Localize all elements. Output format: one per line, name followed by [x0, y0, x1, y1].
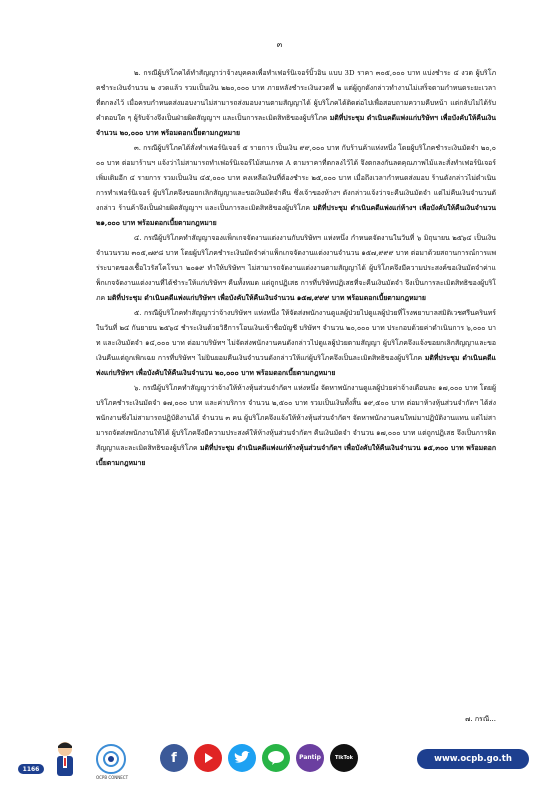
- youtube-icon[interactable]: [194, 744, 222, 772]
- resolution-text: มติที่ประชุม ดำเนินคดีแพ่งแก่บริษัทฯ เพื่อบังคับให้คืนเงินจำนวน ๒๐,๐๐๐ บาท พร้อมดอกเบี้ยตามกฎหมาย: [96, 114, 496, 137]
- next-page-hint: ๗. กรณี...: [465, 715, 496, 723]
- paragraph-text: ๓. กรณีผู้บริโภคได้สั่งทำเฟอร์นิเจอร์ ๕ รายการ เป็นเงิน ๙๙,๐๐๐ บาท กับร้านค้าแห่งหนึ่ง โดยผู้บริโภคชำระเงินมัดจำ ๒๐,๐๐๐ บาท ต่อมาร้านฯ แจ้งว่าไม่สามารถทำเฟอร์นิเจอร์ไม้สนเกรด A ตามราคาที่ตกลงไว้ได้ จึงตกลงกันลดคุณภาพไม้และสั่งทำเฟอร์นิเจอร์เพิ่มเติมอีก ๔ รายการ รวมเป็นเงิน ๔๕,๐๐๐ บาท คงเหลือเงินที่ต้องชำระ ๒๕,๐๐๐ บาท เมื่อถึงเวลากำหนดส่งมอบ ร้านดังกล่าวไม่ดำเนินการทำเฟอร์นิเจอร์ ผู้บริโภคจึงขอยกเลิกสัญญาและขอเงินมัดจำคืน ซึ่งเจ้าของห้างฯ ดังกล่าวแจ้งว่าจะคืนเงินมัดจำ แต่ไม่คืนเงินจำนวนดังกล่าว ร้านค้าจึงเป็นฝ่ายผิดสัญญาฯ และเป็นการละเมิดสิทธิของผู้บริโภค: [96, 144, 496, 212]
- facebook-icon[interactable]: f: [160, 744, 188, 772]
- website-url[interactable]: www.ocpb.go.th: [417, 749, 529, 769]
- paragraph-4: [96, 231, 496, 306]
- twitter-icon[interactable]: [228, 744, 256, 772]
- page-number: ๓: [276, 40, 283, 49]
- hotline-number[interactable]: 1166: [18, 764, 44, 774]
- pantip-icon[interactable]: Pantip: [296, 744, 324, 772]
- document-body: [96, 66, 496, 471]
- paragraph-text: ๒. กรณีผู้บริโภคได้ทำสัญญาว่าจ้างบุคคลเพื่อทำเฟอร์นิเจอร์บิ้วอิน แบบ 3D ราคา ๓๐๕,๐๐๐ บาท แบ่งชำระ ๔ งวด ผู้บริโภคชำระเงินจำนวน ๒ งวดแล้ว รวมเป็นเงิน ๒๒๐,๐๐๐ บาท ภายหลังชำระเงินงวดที่ ๒ แต่ผู้ถูกดังกล่าวทำงานไม่เสร็จตามกำหนดระยะเวลาที่ตกลงไว้ เมื่อครบกำหนดส่งมอบงานไม่สามารถส่งมอบงานตามสัญญาได้ ผู้บริโภคได้ติดต่อไปเพื่อสอบถามความคืบหน้า แต่กลับไม่ได้รับคำตอบใด ๆ ผู้รับจ้างจึงเป็นฝ่ายผิดสัญญาฯ และเป็นการละเมิดสิทธิของผู้บริโภค: [96, 69, 496, 122]
- paragraph-text: ๖. กรณีผู้บริโภคทำสัญญาว่าจ้างให้ห้างหุ้นส่วนจำกัดฯ แห่งหนึ่ง จัดหาพนักงานดูแลผู้ป่วยค่าจ้างเดือนละ ๑๗,๐๐๐ บาท โดยผู้บริโภคชำระเงินมัดจำ ๑๗,๐๐๐ บาท และค่าบริการ จำนวน ๒,๕๐๐ บาท รวมเป็นเงินทั้งสิ้น ๑๙,๕๐๐ บาท ต่อมาห้างหุ้นส่วนจำกัดฯ ได้ส่งพนักงานซึ่งไม่สามารถปฏิบัติงานได้ จำนวน ๓ คน ผู้บริโภคจึงแจ้งให้ห้างหุ้นส่วนจำกัดฯ จัดหาพนักงานคนใหม่มาปฏิบัติงานแทน แต่ไม่สามารถจัดส่งพนักงานให้ได้ ผู้บริโภคจึงมีความประสงค์ให้ห้างหุ้นส่วนจำกัดฯ คืนเงินมัดจำ จำนวน ๑๗,๐๐๐ บาท แต่ถูกปฏิเสธ จึงเป็นการผิดสัญญาและละเมิดสิทธิของผู้บริโภค: [96, 384, 496, 452]
- paragraph-5: [96, 306, 496, 381]
- resolution-text: มติที่ประชุม ดำเนินคดีแพ่งแก่ห้างหุ้นส่วนจำกัดฯ เพื่อบังคับให้คืนเงินจำนวน ๑๕,๓๐๐ บาท พร้อมดอกเบี้ยตามกฎหมาย: [96, 444, 496, 467]
- resolution-text: มติที่ประชุม ดำเนินคดีแพ่งแก่บริษัทฯ เพื่อบังคับให้คืนเงินจำนวน ๑๕๗,๙๙๙ บาท พร้อมดอกเบี้ยตามกฎหมาย: [107, 294, 426, 302]
- resolution-text: มติที่ประชุม ดำเนินคดีแพ่งแก่บริษัทฯ เพื่อบังคับให้คืนเงินจำนวน ๒๐,๐๐๐ บาท พร้อมดอกเบี้ยตามกฎหมาย: [96, 354, 496, 377]
- resolution-text: มติที่ประชุม ดำเนินคดีแพ่งแก่ห้างฯ เพื่อบังคับให้คืนเงินจำนวน ๒๑,๐๐๐ บาท พร้อมดอกเบี้ยตามกฎหมาย: [96, 204, 496, 227]
- ocpb-connect-logo[interactable]: [96, 744, 126, 774]
- paragraph-6: [96, 381, 496, 471]
- line-icon[interactable]: [262, 744, 290, 772]
- footer-banner: [0, 742, 559, 790]
- paragraph-3: [96, 141, 496, 231]
- tiktok-icon[interactable]: TikTok: [330, 744, 358, 772]
- paragraph-2: [96, 66, 496, 141]
- connect-label: OCPB CONNECT: [95, 775, 129, 780]
- connect-icon: [101, 749, 121, 769]
- paragraph-text: ๔. กรณีผู้บริโภคทำสัญญาจองแพ็กเกจจัดงานแต่งงานกับบริษัทฯ แห่งหนึ่ง กำหนดจัดงานในวันที่ ๖ มิถุนายน ๒๕๖๔ เป็นเงินจำนวนรวม ๓๐๕,๗๙๘ บาท โดยผู้บริโภคชำระเงินมัดจำค่าแพ็กเกจจัดงานแต่งงานจำนวน ๑๕๗,๙๙๙ บาท ต่อมาด้วยสถานการณ์การแพร่ระบาดของเชื้อไวรัสโคโรนา ๒๐๑๙ ทำให้บริษัทฯ ไม่สามารถจัดงานแต่งงานตามสัญญาได้ ผู้บริโภคจึงมีความประสงค์ขอเงินมัดจำค่าแพ็กเกจจัดงานแต่งงานที่ได้ชำระให้แก่บริษัทฯ คืนทั้งหมด แต่ถูกปฏิเสธ การที่บริษัทปฏิเสธที่จะคืนเงินมัดจำ จึงเป็นการละเมิดสิทธิของผู้บริโภค: [96, 234, 496, 302]
- paragraph-text: ๕. กรณีผู้บริโภคทำสัญญาว่าจ้างบริษัทฯ แห่งหนึ่ง ให้จัดส่งพนักงานดูแลผู้ป่วยไปดูแลผู้ป่วยที่โรงพยาบาลสมิติเวชศรีนครินทร์ ในวันที่ ๒๔ กันยายน ๒๕๖๔ ชำระเงินด้วยวิธีการโอนเงินเข้าชื่อบัญชี บริษัทฯ จำนวน ๒๐,๐๐๐ บาท ประกอบด้วยค่าดำเนินการ ๖,๐๐๐ บาท และเงินมัดจำ ๑๔,๐๐๐ บาท ต่อมาบริษัทฯ ไม่จัดส่งพนักงานคนดังกล่าวไปดูแลผู้ป่วยตามสัญญา ผู้บริโภคจึงแจ้งขอยกเลิกสัญญาและขอเงินคืนแต่ถูกเพิกเฉย การที่บริษัทฯ ไม่ยินยอมคืนเงินจำนวนดังกล่าวให้แก่ผู้บริโภคจึงเป็นละเมิดสิทธิของผู้บริโภค: [96, 309, 496, 362]
- mascot-icon: [48, 740, 82, 780]
